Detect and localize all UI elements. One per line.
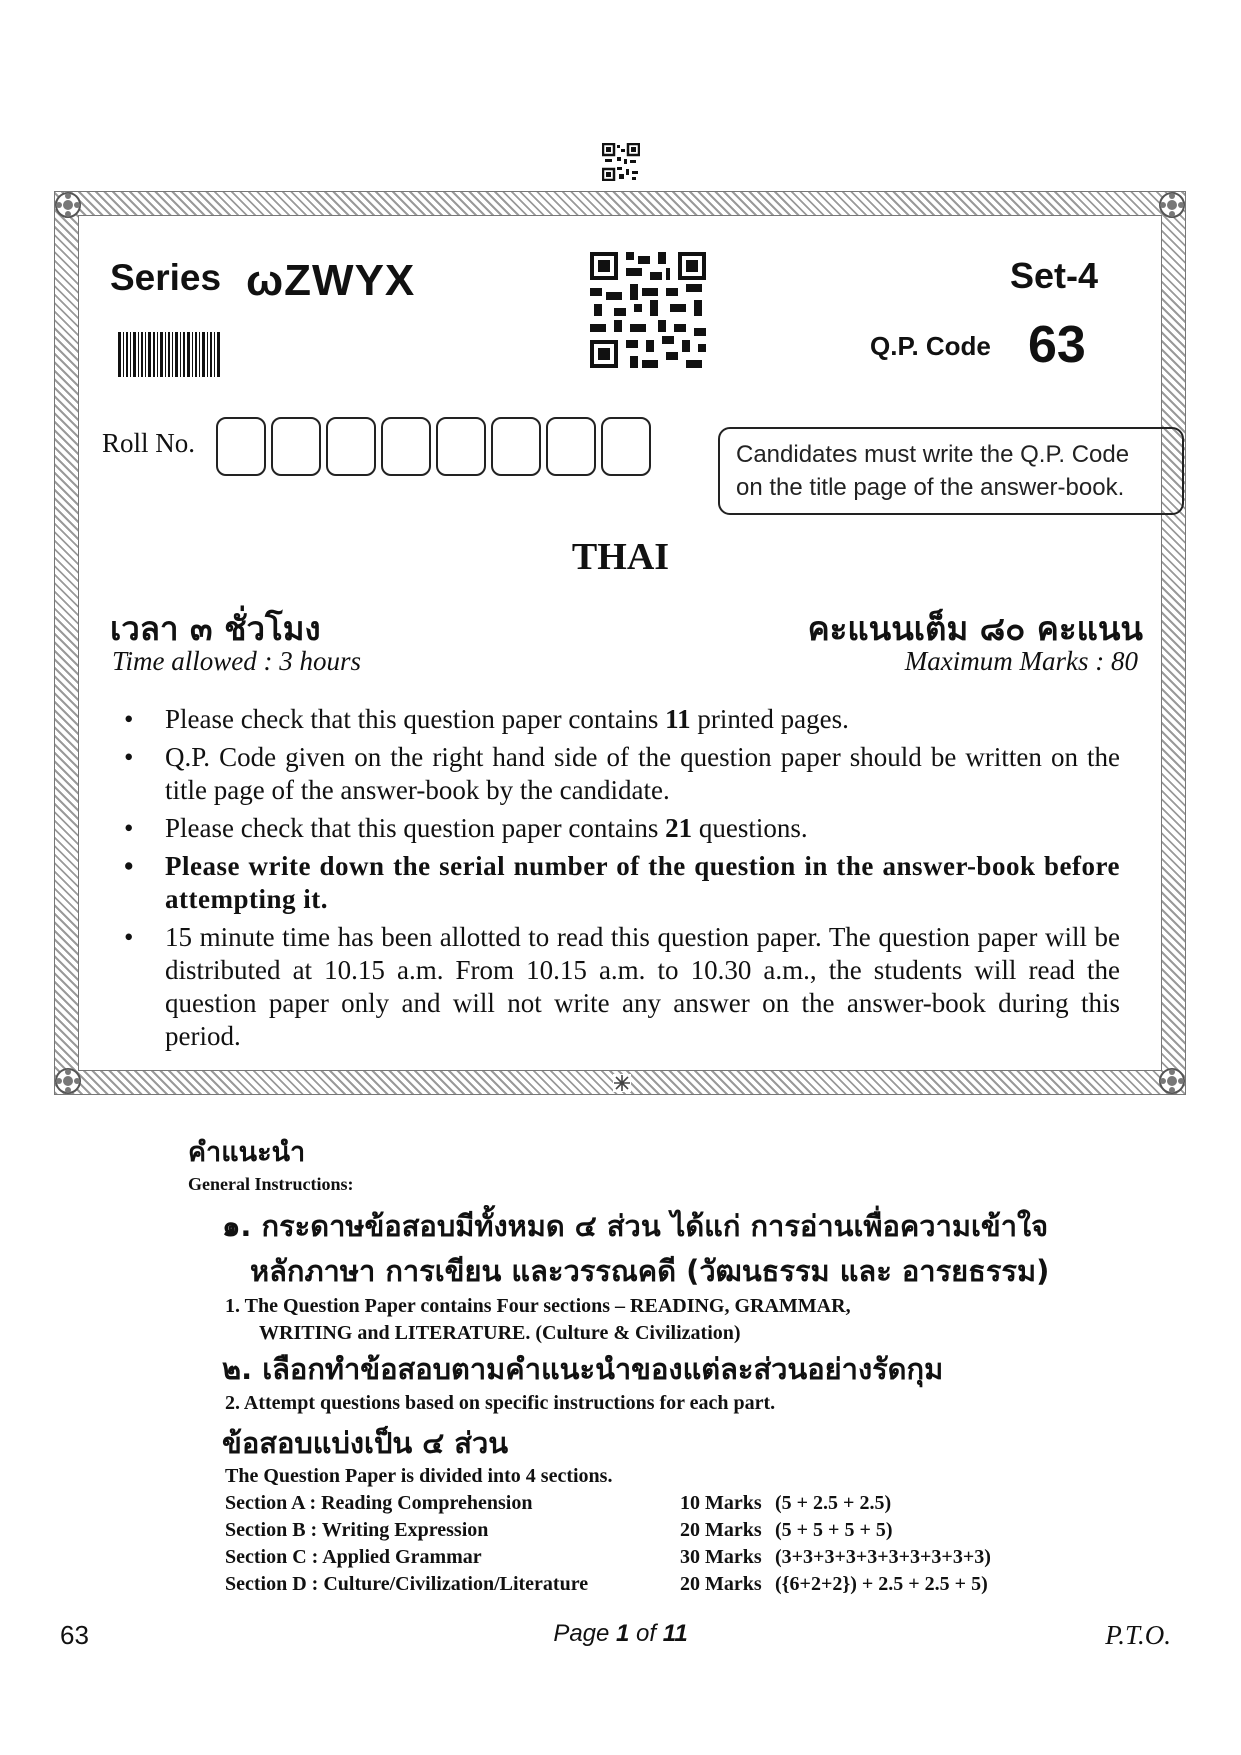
roll-no-box[interactable] <box>271 417 321 476</box>
instruction-1-cont: WRITING and LITERATURE. (Culture & Civilization) <box>259 1322 741 1344</box>
corner-ornament-icon <box>53 190 83 220</box>
instruction-bullet: • Please check that this question paper contains 21 questions. <box>120 812 1120 845</box>
section-breakdown: (3+3+3+3+3+3+3+3+3+3) <box>775 1546 991 1568</box>
pto-label: P.T.O. <box>1105 1620 1171 1650</box>
section-name: Section C : Applied Grammar <box>225 1546 482 1568</box>
top-qr-icon <box>602 143 640 181</box>
table-row <box>225 1517 991 1544</box>
section-name: Section B : Writing Expression <box>225 1519 489 1541</box>
section-marks: 30 Marks <box>680 1546 762 1568</box>
section-marks: 20 Marks <box>680 1519 762 1541</box>
roll-no-box[interactable] <box>601 417 651 476</box>
qp-code-value: 63 <box>1028 316 1086 374</box>
corner-ornament-icon <box>1157 190 1187 220</box>
roll-no-box[interactable] <box>546 417 596 476</box>
corner-ornament-icon <box>53 1066 83 1096</box>
section-breakdown: ({6+2+2}) + 2.5 + 2.5 + 5) <box>775 1573 988 1595</box>
roll-no-box[interactable] <box>491 417 541 476</box>
instruction-bullet: • Please check that this question paper contains 11 printed pages. <box>120 703 1120 736</box>
roll-no-boxes <box>216 417 651 476</box>
corner-ornament-icon <box>1157 1066 1187 1096</box>
notice-line: on the title page of the answer-book. <box>736 474 1125 501</box>
subject-title: THAI <box>571 536 670 578</box>
instruction-bullets <box>120 703 1120 1058</box>
set-number: Set-4 <box>1010 255 1099 296</box>
instruction-bullet: • Q.P. Code given on the right hand side of the question paper should be written on the title page of the answer-book by the candidate. <box>120 741 1120 807</box>
qp-code-notice <box>718 427 1184 515</box>
section-name: Section D : Culture/Civilization/Literature <box>225 1573 589 1595</box>
series-label: Series <box>110 257 222 298</box>
section-marks: 20 Marks <box>680 1573 762 1595</box>
sections-table <box>225 1490 991 1598</box>
qr-code-icon <box>590 252 706 368</box>
qp-code-label: Q.P. Code <box>870 331 991 361</box>
barcode-icon <box>118 332 222 377</box>
roll-no-box[interactable] <box>216 417 266 476</box>
section-breakdown: (5 + 5 + 5 + 5) <box>775 1519 893 1541</box>
table-row <box>225 1571 991 1598</box>
section-name: Section A : Reading Comprehension <box>225 1492 533 1514</box>
instruction-bullet: • Please write down the serial number of the question in the answer-book before attempting it. <box>120 850 1120 916</box>
instruction-2-thai: ๒. เลือกทำข้อสอบตามคำแนะนำของแต่ละส่วนอย่างรัดกุม <box>222 1352 944 1386</box>
table-row <box>225 1490 991 1517</box>
roll-no-box[interactable] <box>381 417 431 476</box>
time-allowed: Time allowed : 3 hours <box>112 646 362 676</box>
instruction-bullet: • 15 minute time has been allotted to read this question paper. The question paper will be distributed at 10.15 a.m. From 10.15 a.m. to 10.30 a.m., the students will read the question paper only and will not write any answer on the answer-book during this period. <box>120 921 1120 1053</box>
table-row <box>225 1544 991 1571</box>
section-marks: 10 Marks <box>680 1492 762 1514</box>
footer-qp-code: 63 <box>60 1620 89 1650</box>
general-instructions-title: General Instructions: <box>188 1174 354 1194</box>
instruction-1: 1. The Question Paper contains Four sections – READING, GRAMMAR, <box>225 1295 851 1317</box>
notice-line: Candidates must write the Q.P. Code <box>736 441 1130 468</box>
roll-no-box[interactable] <box>436 417 486 476</box>
section-breakdown: (5 + 2.5 + 2.5) <box>775 1492 892 1514</box>
series-code: ωZWYX <box>246 256 416 305</box>
instruction-1-thai: ๑. กระดาษข้อสอบมีทั้งหมด ๔ ส่วน ได้แก่ การอ่านเพื่อความเข้าใจ <box>222 1209 1049 1243</box>
max-marks: Maximum Marks : 80 <box>904 646 1138 676</box>
sections-thai-title: ข้อสอบแบ่งเป็น ๔ ส่วน <box>222 1426 509 1460</box>
roll-no-box[interactable] <box>326 417 376 476</box>
instruction-2: 2. Attempt questions based on specific instructions for each part. <box>225 1392 776 1414</box>
instruction-1-thai-cont: หลักภาษา การเขียน และวรรณคดี (วัฒนธรรม และ อารยธรรม) <box>250 1254 1050 1288</box>
bottom-star-ornament-icon <box>613 1074 631 1092</box>
page-number: Page 1 of 11 <box>553 1620 688 1647</box>
max-marks-thai: คะแนนเต็ม ๘๐ คะแนน <box>807 609 1143 648</box>
sections-intro: The Question Paper is divided into 4 sections. <box>225 1465 613 1487</box>
general-instructions-thai-title: คำแนะนำ <box>188 1137 306 1168</box>
time-allowed-thai: เวลา ๓ ชั่วโมง <box>110 609 321 648</box>
roll-no-label: Roll No. <box>102 428 196 458</box>
